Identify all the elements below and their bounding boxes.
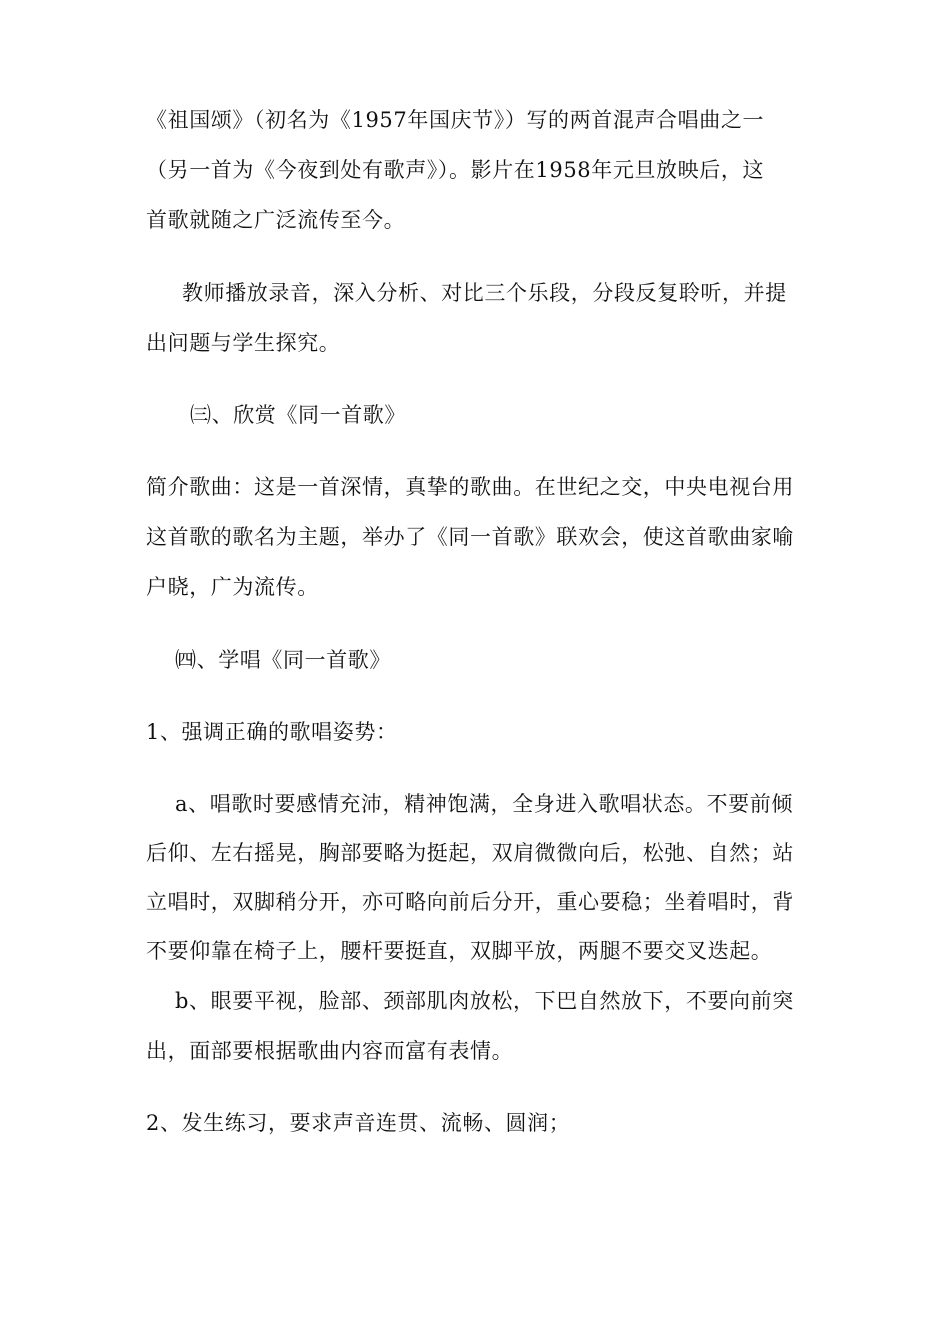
- text-line-2: （另一首为《今夜到处有歌声》）。影片在1958年元旦放映后，这: [146, 158, 765, 182]
- section-heading-4: ㈣、学唱《同一首歌》: [175, 648, 391, 672]
- text-line-9: 户晓，广为流传。: [146, 575, 319, 599]
- text-line-11: 1、强调正确的歌唱姿势：: [146, 720, 398, 744]
- text-line-1: 《祖国颂》（初名为《1957年国庆节》）写的两首混声合唱曲之一: [146, 108, 765, 132]
- text-line-16: b、眼要平视，脸部、颈部肌肉放松，下巴自然放下，不要向前突: [175, 989, 794, 1013]
- text-line-8: 这首歌的歌名为主题，举办了《同一首歌》联欢会，使这首歌曲家喻: [146, 525, 794, 549]
- text-line-3: 首歌就随之广泛流传至今。: [146, 208, 406, 232]
- text-line-17: 出，面部要根据歌曲内容而富有表情。: [146, 1039, 514, 1063]
- text-line-14: 立唱时，双脚稍分开，亦可略向前后分开，重心要稳；坐着唱时，背: [146, 890, 794, 914]
- text-line-4: 教师播放录音，深入分析、对比三个乐段，分段反复聆听，并提: [182, 281, 787, 305]
- text-line-12: a、唱歌时要感情充沛，精神饱满，全身进入歌唱状态。不要前倾: [175, 792, 793, 816]
- text-line-7: 简介歌曲：这是一首深情，真挚的歌曲。在世纪之交，中央电视台用: [146, 475, 794, 499]
- text-line-15: 不要仰靠在椅子上，腰杆要挺直，双脚平放，两腿不要交叉迭起。: [146, 939, 773, 963]
- text-line-5: 出问题与学生探究。: [146, 331, 341, 355]
- text-line-18: 2、发生练习，要求声音连贯、流畅、圆润；: [146, 1111, 571, 1135]
- text-line-13: 后仰、左右摇晃，胸部要略为挺起，双肩微微向后，松弛、自然；站: [146, 841, 794, 865]
- section-heading-3: ㈢、欣赏《同一首歌》: [190, 403, 406, 427]
